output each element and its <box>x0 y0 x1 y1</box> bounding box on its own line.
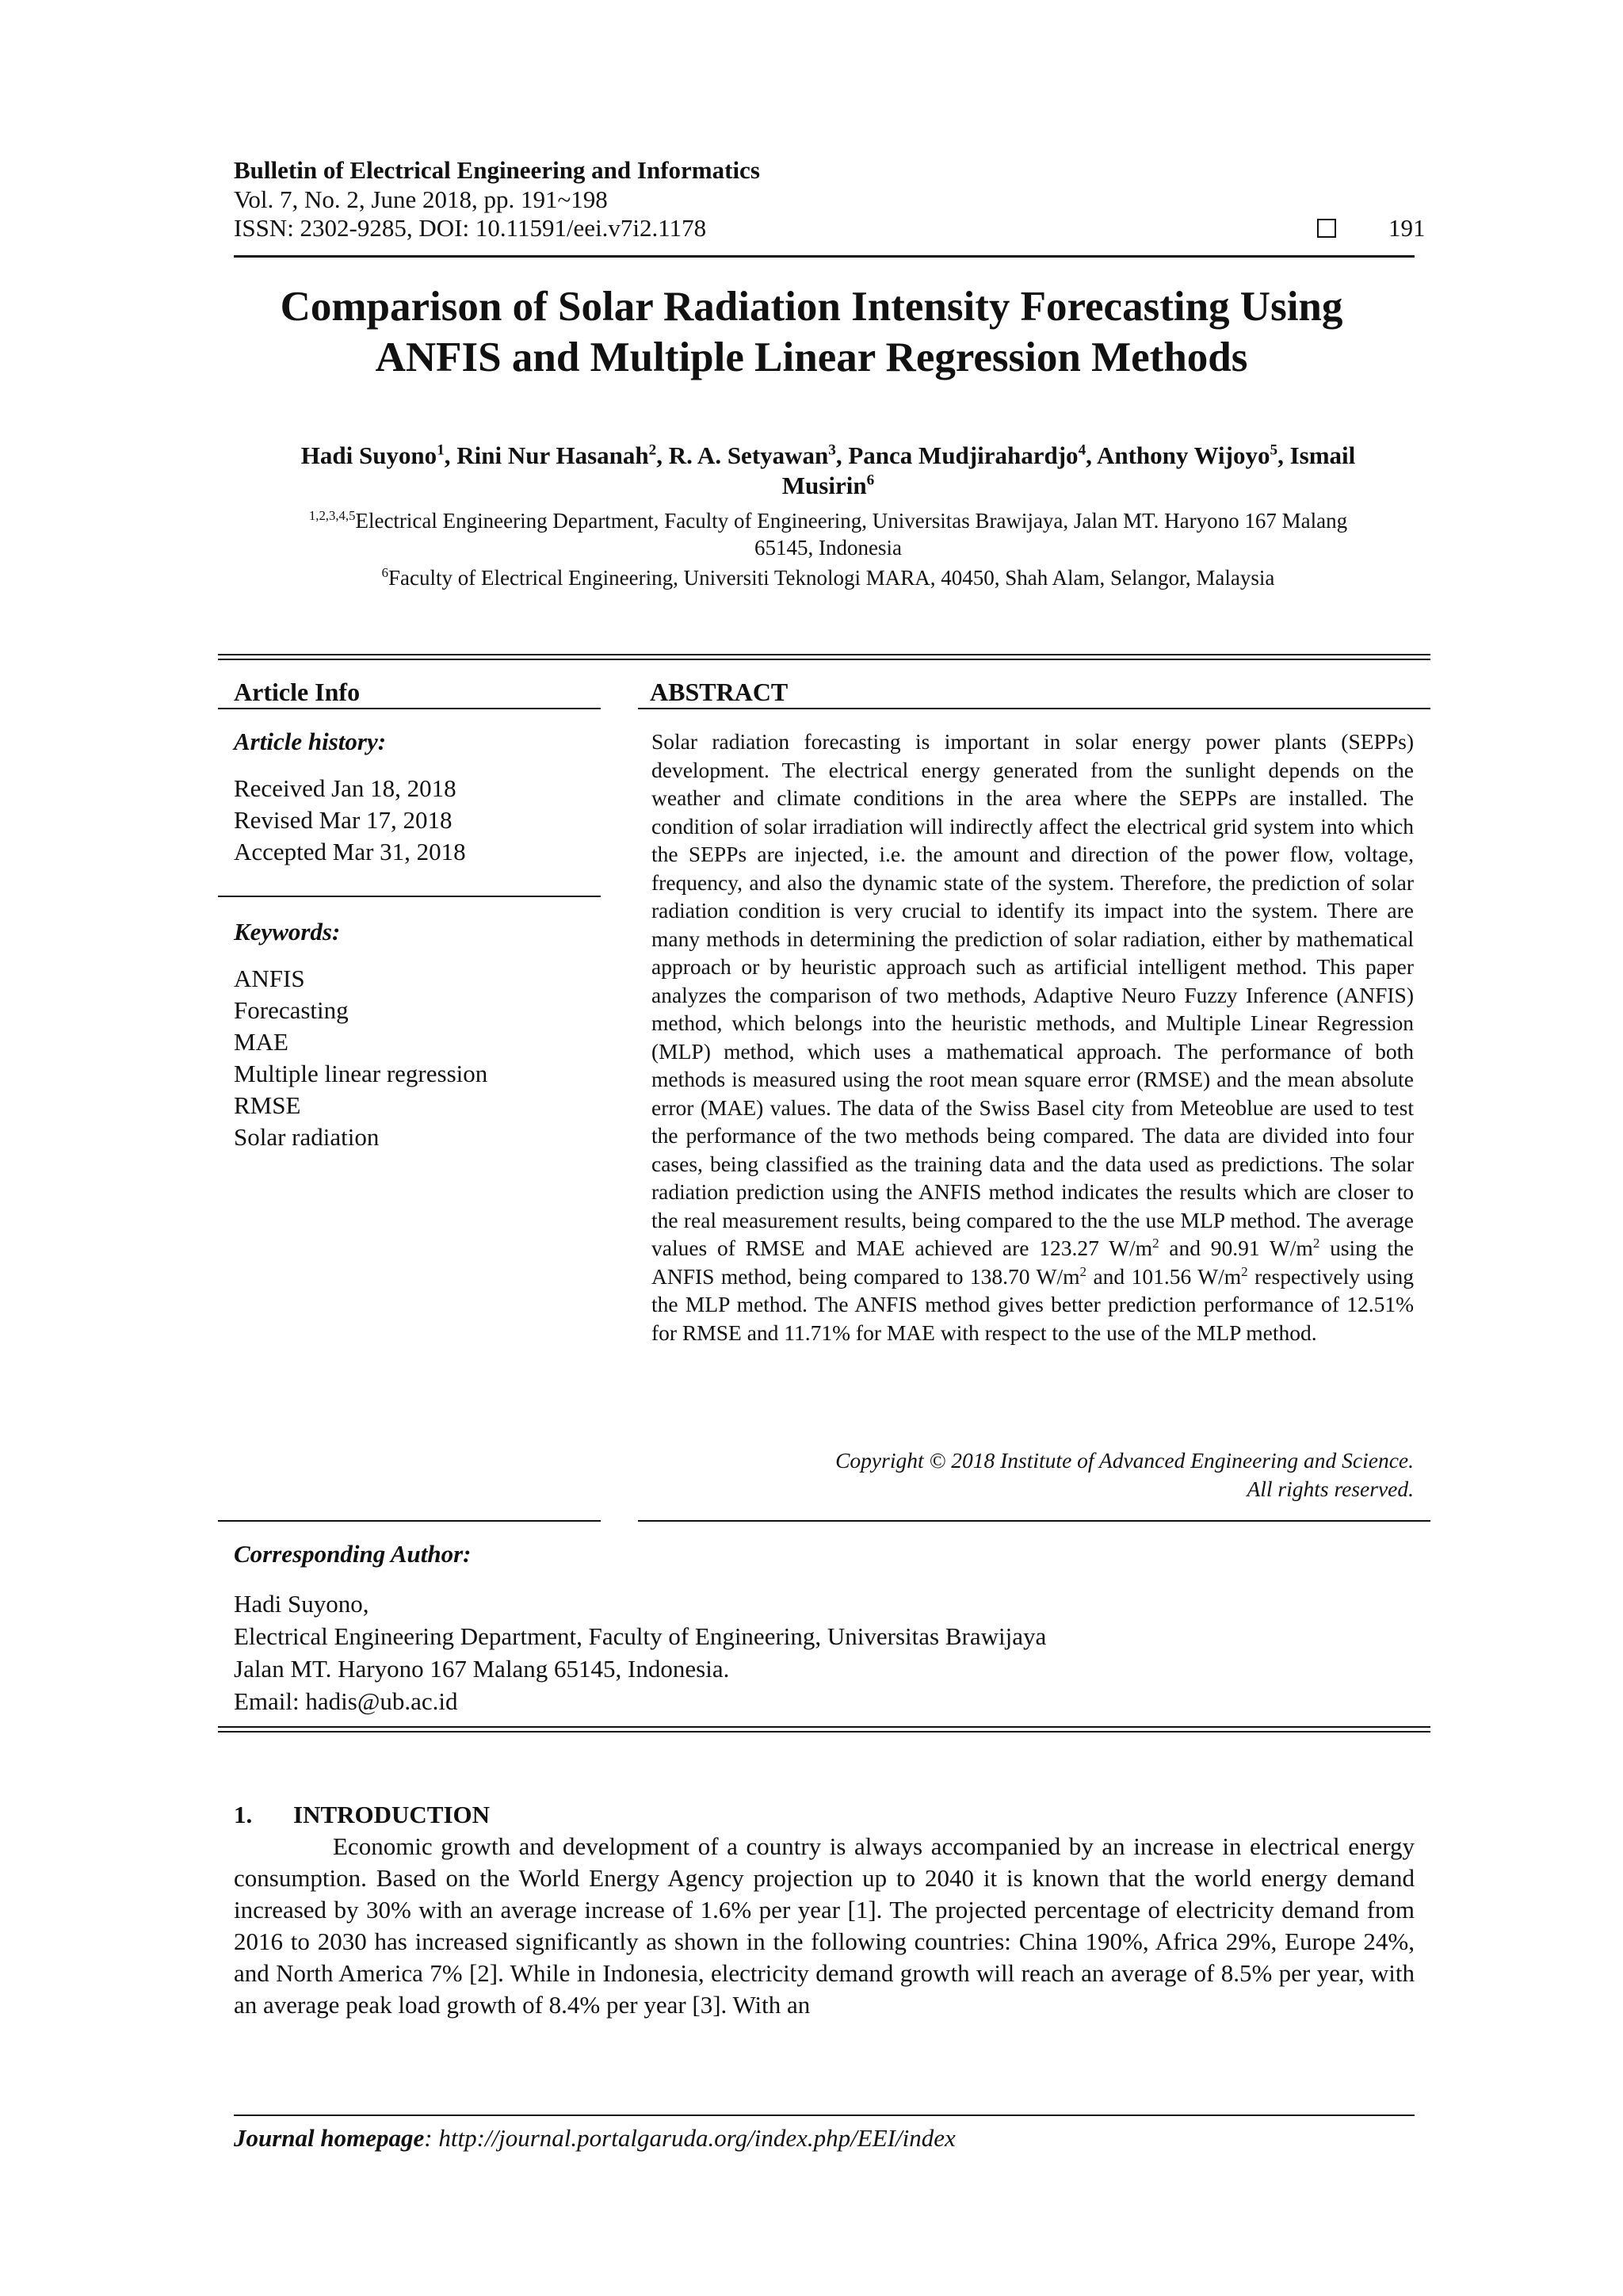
history-received: Received Jan 18, 2018 <box>234 774 456 802</box>
history-rule <box>218 896 601 897</box>
introduction-text: Economic growth and development of a country is always accompanied by an increase in electrical energy consumption. Based on the World Energy Agency projection up to 2040 it is known that the world energy demand increased by 30% with an average increase of 1.6% per year [1]. The projected percentage of electricity demand from 2016 to 2030 has increased significantly as shown in the following countries: China 190%, Africa 29%, Europe 24%, and North America 7% [2]. While in Indonesia, electricity demand growth will reach an average of 8.5% per year, with an average peak load growth of 8.4% per year [3]. With an <box>234 1832 1415 2019</box>
section-rule-bottom-2 <box>218 1731 1430 1733</box>
page-number: 191 <box>1388 214 1426 242</box>
article-info-heading: Article Info <box>234 678 361 706</box>
keyword-item: Solar radiation <box>234 1123 380 1151</box>
keyword-list <box>234 963 487 1153</box>
author-email: Email: hadis@ub.ac.id <box>234 1687 458 1715</box>
author-list: Hadi Suyono$^1$, Rini Nur Hasanah$^2$, R. A. Setyawan$^3$, Panca Mudjirahardjo$^4$, Anthony Wijoyo$^5$, Ismail Musirin$^6$ <box>300 441 1356 499</box>
keywords-rule <box>218 1520 601 1522</box>
section-rule-top-2 <box>218 659 1430 660</box>
history-revised: Revised Mar 17, 2018 <box>234 806 453 834</box>
keyword-item: MAE <box>234 1028 288 1056</box>
abstract-bottom-rule <box>638 1520 1430 1522</box>
copyright-notice: Copyright © 2018 Institute of Advanced Engineering and Science. All rights reserved. <box>835 1448 1414 1501</box>
journal-homepage: Journal homepage: http://journal.portalgaruda.org/index.php/EEI/index <box>234 2124 956 2152</box>
volume-info: Vol. 7, No. 2, June 2018, pp. 191~198 <box>234 185 608 213</box>
corresponding-author-details: Hadi Suyono, Electrical Engineering Department, Faculty of Engineering, Universitas Brawijaya Jalan MT. Haryono 167 Malang 65145, Indonesia. Email: hadis@ub.ac.id <box>234 1587 1046 1717</box>
keyword-item: RMSE <box>234 1091 301 1119</box>
abstract-text: Solar radiation forecasting is important in solar energy power plants (SEPPs) development. The electrical energy generated from the sunlight depends on the weather and climate conditions in the area where the SEPPs are installed. The condition of solar irradiation will indirectly affect the electrical grid system into which the SEPPs are injected, i.e. the amount and direction of the power flow, voltage, frequency, and also the dynamic state of the system. Therefore, the prediction of solar radiation condition is very crucial to identify its impact into the system. There are many methods in determining the prediction of solar radiation, either by mathematical approach or by heuristic approach such as artificial intelligent method. This paper analyzes the comparison of two methods, Adaptive Neuro Fuzzy Inference (ANFIS) method, which belongs into the heuristic methods, and Multiple Linear Regression (MLP) method, which uses a mathematical approach. The performance of both methods is measured using the root mean square error (RMSE) and the mean absolute error (MAE) values. The data of the Swiss Basel city from Meteoblue are used to test the performance of the two methods being compared. The data are divided into four cases, being classified as the training data and the data used as predictions. The solar radiation prediction using the ANFIS method indicates the results which are closer to the real measurement results, being compared to the the use MLP method. The average values of RMSE and MAE achieved are 123.27 $W/m^2$ and 90.91 $W/m^2$ using the ANFIS method, being compared to 138.70 $W/m^2$ and 101.56 $W/m^2$ respectively using the MLP method. The ANFIS method gives better prediction performance of 12.51% for RMSE and 11.71% for MAE with respect to the use of the MLP method. <box>651 729 1415 1345</box>
article-info-rule <box>218 708 601 709</box>
introduction-heading: 1. INTRODUCTION <box>234 1801 491 1828</box>
section-rule-top <box>218 654 1430 655</box>
journal-name: Bulletin of Electrical Engineering and Informatics <box>234 156 760 184</box>
history-accepted: Accepted Mar 31, 2018 <box>234 838 466 865</box>
keyword-item: Forecasting <box>234 996 349 1024</box>
article-history-label: Article history: <box>234 728 387 755</box>
paper-title: Comparison of Solar Radiation Intensity Forecasting Using ANFIS and Multiple Linear Regression Methods <box>280 284 1343 380</box>
corresponding-author-label: Corresponding Author: <box>234 1540 472 1568</box>
abstract-rule <box>638 708 1430 709</box>
section-rule-bottom <box>218 1726 1430 1728</box>
keywords-label: Keywords: <box>234 918 341 946</box>
abstract-heading: ABSTRACT <box>650 678 789 706</box>
keyword-item: Multiple linear regression <box>234 1060 488 1087</box>
affiliation-2: $^6$Faculty of Electrical Engineering, Universiti Teknologi MARA, 40450, Shah Alam, Selangor, Malaysia <box>381 565 1275 590</box>
issn-doi: ISSN: 2302-9285, DOI: 10.11591/eei.v7i2.1178 <box>234 214 707 242</box>
checkbox-icon <box>1317 219 1336 238</box>
article-history <box>234 773 466 868</box>
header-rule <box>234 255 1415 258</box>
footer-rule <box>234 2115 1415 2116</box>
keyword-item: ANFIS <box>234 965 305 992</box>
journal-homepage-link[interactable]: : http://journal.portalgaruda.org/index.php/EEI/index <box>424 2124 956 2152</box>
affiliation-1: $^{1,2,3,4,5}$Electrical Engineering Department, Faculty of Engineering, Universitas Brawijaya, Jalan MT. Haryono 167 Malang 65145, Indonesia <box>308 508 1348 560</box>
